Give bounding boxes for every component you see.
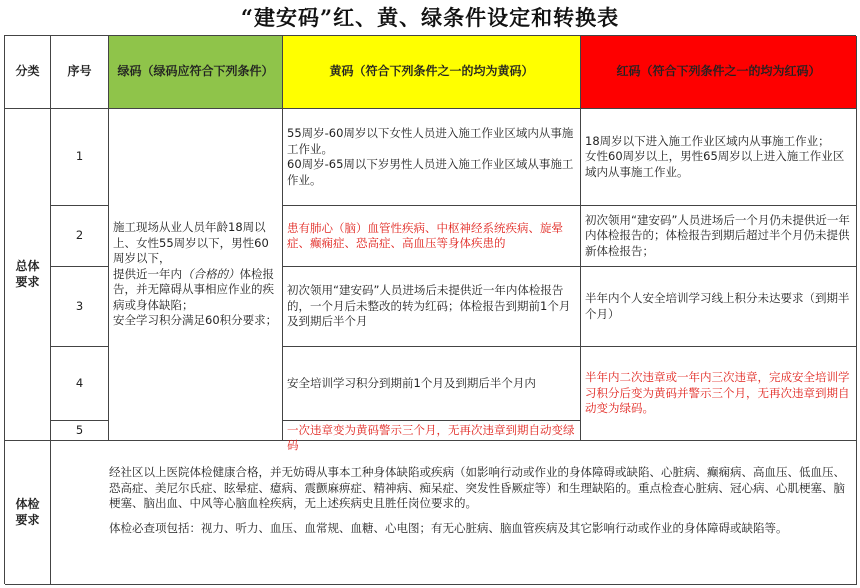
green-condition-points: 安全学习积分满足60积分要求； [113, 313, 278, 328]
header-green: 绿码（绿码应符合下列条件） [109, 36, 283, 109]
yellow-row-1: 55周岁-60周岁以下女性人员进入施工作业区域内从事施工作业。 60周岁-65周以下岁男性人员进入施工作业区域从事施工作业。 [283, 109, 581, 206]
red-row-4: 半年内二次违章或一年内三次违章，完成安全培训学习积分后变为黄码并警示三个月，无再次违章到期自动变为绿码。 [581, 347, 857, 441]
row-number-1: 1 [51, 109, 109, 206]
green-conditions [109, 109, 283, 441]
green-condition-report: 提供近一年内（合格的）体检报告，并无障碍从事相应作业的疾病或身体缺陷； [113, 266, 274, 312]
conversion-table [4, 35, 856, 584]
physical-requirements [51, 441, 857, 585]
page-title: “建安码”红、黄、绿条件设定和转换表 [240, 5, 620, 30]
yellow-row-3: 初次领用“建安码”人员进场后未提供近一年内体检报告的，一个月后未整改的转为红码；体检报告到期前1个月及到期后半个月 [283, 267, 581, 347]
red-row-3: 半年内个人安全培训学习线上积分未达要求（到期半个月） [581, 267, 857, 347]
physical-paragraph-1: 经社区以上医院体检健康合格，并无妨碍从事本工种身体缺陷或疾病（如影响行动或作业的身体障碍或缺陷、心脏病、癫痫病、高血压、低血压、恐高症、美尼尔氏症、眩晕症、癔病、震颤麻痹症、精神病、痴呆症、突发性昏厥症等）和生理缺陷的。重点检查心脏病、冠心病、心肌梗塞、脑梗塞、脑出血、中风等心脑血栓疾病，无上述疾病史且胜任岗位要求的。 [109, 465, 845, 510]
row-number-2: 2 [51, 206, 109, 267]
yellow-row-2: 患有肺心（脑）血管性疾病、中枢神经系统疾病、旋晕症、癫痫症、恐高症、高血压等身体疾患的 [283, 206, 581, 267]
row-number-3: 3 [51, 267, 109, 347]
header-number: 序号 [51, 36, 109, 109]
yellow-row-4: 安全培训学习积分到期前1个月及到期后半个月内 [283, 347, 581, 421]
category-general: 总体要求 [5, 109, 51, 441]
category-physical: 体检要求 [5, 441, 51, 585]
header-category: 分类 [5, 36, 51, 109]
yellow-row-5: 一次违章变为黄码警示三个月，无再次违章到期自动变绿码 [283, 421, 581, 441]
row-number-5: 5 [51, 421, 109, 441]
green-condition-age: 施工现场从业人员年龄18周以上、女性55周岁以下，男性60周岁以下， [113, 220, 269, 266]
physical-paragraph-2: 体检必查项包括：视力、听力、血压、血常规、血糖、心电图；有无心脏病、脑血管疾病及其它影响行动或作业的身体障碍或缺陷等。 [109, 520, 788, 535]
header-yellow: 黄码（符合下列条件之一的均为黄码） [283, 36, 581, 109]
red-row-2: 初次领用“建安码”人员进场后一个月仍未提供近一年内体检报告的；体检报告到期后超过半个月仍未提供新体检报告； [581, 206, 857, 267]
header-red: 红码（符合下列条件之一的均为红码） [581, 36, 857, 109]
red-row-1: 18周岁以下进入施工作业区域内从事施工作业； 女性60周岁以上，男性65周岁以上进入施工作业区域内从事施工作业。 [581, 109, 857, 206]
row-number-4: 4 [51, 347, 109, 421]
